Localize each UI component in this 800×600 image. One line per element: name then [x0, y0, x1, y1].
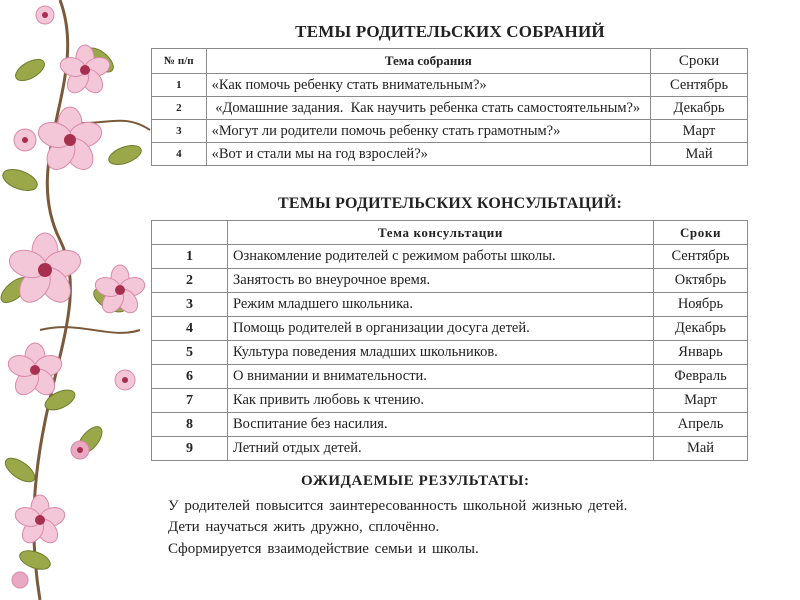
row-topic: Занятость во внеурочное время. [228, 269, 654, 293]
results-title: ОЖИДАЕМЫЕ РЕЗУЛЬТАТЫ: [301, 473, 530, 489]
row-term: Сентябрь [654, 245, 748, 269]
table-row [152, 341, 748, 365]
row-topic: «Вот и стали мы на год взрослей?» [206, 143, 650, 166]
table-row [152, 269, 748, 293]
row-term: Апрель [654, 413, 748, 437]
row-topic: Культура поведения младших школьников. [228, 341, 654, 365]
table-row [152, 74, 748, 97]
row-topic: «Домашние задания. Как научить ребенка стать самостоятельным?» [206, 97, 650, 120]
row-term: Май [654, 437, 748, 461]
row-number: 9 [152, 437, 228, 461]
header-term: Сроки [651, 49, 748, 74]
row-term: Март [651, 120, 748, 143]
table-header-row [152, 49, 748, 74]
table-header-row [152, 221, 748, 245]
row-term: Декабрь [654, 317, 748, 341]
table-row [152, 365, 748, 389]
row-number: 4 [152, 143, 207, 166]
row-topic: Воспитание без насилия. [228, 413, 654, 437]
row-topic: Летний отдых детей. [228, 437, 654, 461]
row-topic: Помощь родителей в организации досуга детей. [228, 317, 654, 341]
row-number: 1 [152, 245, 228, 269]
row-number: 2 [152, 97, 207, 120]
header-number [152, 221, 228, 245]
result-line: У родителей повысится заинтересованность школьной жизнью детей. [168, 498, 628, 514]
meetings-title: ТЕМЫ РОДИТЕЛЬСКИХ СОБРАНИЙ [295, 22, 605, 41]
header-number: № п/п [152, 49, 207, 74]
blossom-flowers [6, 6, 148, 588]
meetings-table [151, 48, 748, 166]
row-term: Февраль [654, 365, 748, 389]
row-topic: «Как помочь ребенку стать внимательным?» [206, 74, 650, 97]
row-term: Октябрь [654, 269, 748, 293]
row-topic: «Могут ли родители помочь ребенку стать грамотным?» [206, 120, 650, 143]
table-row [152, 97, 748, 120]
row-number: 5 [152, 341, 228, 365]
row-term: Сентябрь [651, 74, 748, 97]
row-term: Январь [654, 341, 748, 365]
row-term: Декабрь [651, 97, 748, 120]
floral-decoration [0, 0, 170, 600]
row-topic: О внимании и внимательности. [228, 365, 654, 389]
row-topic: Как привить любовь к чтению. [228, 389, 654, 413]
table-row [152, 245, 748, 269]
table-row [152, 120, 748, 143]
row-topic: Режим младшего школьника. [228, 293, 654, 317]
row-number: 3 [152, 120, 207, 143]
header-term: Сроки [654, 221, 748, 245]
row-term: Май [651, 143, 748, 166]
row-number: 1 [152, 74, 207, 97]
branch-twig [40, 327, 140, 333]
table-row [152, 317, 748, 341]
result-line: Сформируется взаимодействие семьи и школы. [168, 541, 479, 557]
row-number: 3 [152, 293, 228, 317]
consultations-title: ТЕМЫ РОДИТЕЛЬСКИХ КОНСУЛЬТАЦИЙ: [278, 195, 622, 212]
consultations-table [151, 220, 748, 461]
table-row [152, 143, 748, 166]
table-row [152, 293, 748, 317]
row-number: 6 [152, 365, 228, 389]
header-topic: Тема консультации [228, 221, 654, 245]
result-line: Дети научаться жить дружно, сплочённо. [168, 519, 440, 535]
row-number: 7 [152, 389, 228, 413]
row-term: Март [654, 389, 748, 413]
row-number: 2 [152, 269, 228, 293]
table-row [152, 413, 748, 437]
row-number: 8 [152, 413, 228, 437]
header-topic: Тема собрания [206, 49, 650, 74]
row-number: 4 [152, 317, 228, 341]
table-row [152, 437, 748, 461]
row-topic: Ознакомление родителей с режимом работы школы. [228, 245, 654, 269]
row-term: Ноябрь [654, 293, 748, 317]
table-row [152, 389, 748, 413]
